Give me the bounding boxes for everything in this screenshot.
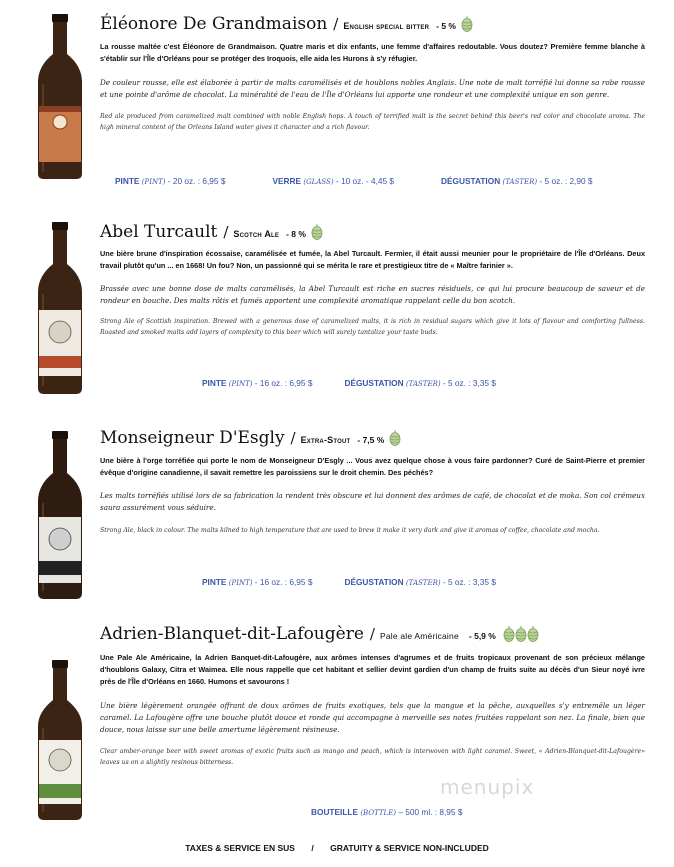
- beer-abv: - 5 %: [436, 21, 456, 31]
- price-item: DÉGUSTATION (TASTER) - 5 oz. : 3,35 $: [344, 577, 496, 587]
- beer-style: Pale ale Américaine: [379, 631, 459, 641]
- beer-abv: - 5,9 %: [468, 631, 496, 641]
- beer-name: Monseigneur D'Esgly: [100, 428, 285, 448]
- description-fr: Une Pale Ale Américaine, la Adrien Banquet-dit-Lafougère, aux arômes intenses d'agrumes et de fruits tropicaux provenant de son précieux mélange d'houblons Galaxy, Citra et Waimea. Elle nous rappelle que cet habitant et sellier devint gardien d'un champ de fruits suite au décès d'un Sieur noyé ivre près de l'Île d'Orléans en 1660. Humons et savourons !: [100, 653, 645, 686]
- hop-icon: [527, 626, 539, 642]
- description-fr: Une bière à l'orge torréfiée qui porte le nom de Monseigneur D'Esgly ... Vous avez quelque chose à vous faire pardonner? Curé de Saint-Pierre et premier évêque d'origine canadienne, il savait remettre les paroissiens sur le droit chemin. Des péchés?: [100, 456, 645, 477]
- description-en: Red ale produced from caramelized malt combined with noble English hops. A touch of terrified malt is the secret behind this beer's red color and chocolate aroma. The high mineral content of the Orleans Island water gives it character and a rich flavour.: [100, 113, 645, 131]
- beer-name: Éléonore De Grandmaison: [100, 14, 328, 34]
- beer-title-line: [100, 624, 645, 644]
- beer-style: English special bitter: [343, 21, 430, 31]
- price-row: [202, 378, 496, 388]
- description-fr: Une bière brune d'inspiration écossaise, caramélisée et fumée, la Abel Turcault. Fermier, il était aussi meunier pour le propriétaire de l'Île d'Orléans. Deux travail plutôt qu'un ... en 1668! Un fou? Non, un passionné qui se mérita le rare et prestigieux titre de « Maître farinier ».: [100, 249, 645, 270]
- beer-style: Scotch Ale: [233, 229, 280, 239]
- footer-fr: TAXES & SERVICE EN SUS: [185, 843, 295, 853]
- title-separator: /: [223, 223, 229, 241]
- price-row: [202, 577, 496, 587]
- bottle-image: [30, 431, 90, 599]
- price-item: PINTE (PINT) - 16 oz. : 6,95 $: [202, 577, 313, 587]
- beer-title-line: [100, 14, 645, 34]
- hop-icon: [461, 16, 473, 32]
- footer-separator: /: [311, 843, 314, 853]
- title-separator: /: [369, 625, 375, 643]
- beer-title-line: [100, 428, 645, 448]
- tasting-notes: De couleur rousse, elle est élaborée à partir de malts caramélisés et de houblons nobles Anglais. Une note de malt torréfié lui donne sa robe rousse et une pointe d'arôme de chocolat. La minéralité de l'eau de l'Île d'Orléans lui apporte une rondeur et une complexité unique en son genre.: [100, 78, 645, 99]
- footer-note: [0, 843, 674, 853]
- beer-name: Adrien-Blanquet-dit-Lafougère: [100, 624, 364, 644]
- hop-icons: [503, 626, 539, 642]
- hop-icons: [311, 224, 323, 240]
- beer-name: Abel Turcault: [100, 222, 218, 242]
- beer-abv: - 7,5 %: [357, 435, 385, 445]
- price-item: DÉGUSTATION (TASTER) - 5 oz. : 2,90 $: [441, 176, 593, 186]
- bottle-image: [30, 222, 90, 394]
- footer-en: GRATUITY & SERVICE NON-INCLUDED: [330, 843, 489, 853]
- hop-icons: [389, 430, 401, 446]
- bottle-image: [30, 660, 90, 820]
- price-row: [115, 176, 593, 186]
- tasting-notes: Les malts torréfiés utilisé lors de sa fabrication la rendent très obscure et lui donnent des arômes de café, de chocolat et de moka. Son col crémeux saura assurément vous séduire.: [100, 491, 645, 512]
- beer-abv: - 8 %: [286, 229, 306, 239]
- bottle-image: [30, 14, 90, 179]
- hop-icon: [311, 224, 323, 240]
- description-en: Strong Ale, black in colour. The malts kilned to high temperature that are used to brew it make it very dark and give it aromas of coffee, chocolate and mocha.: [100, 527, 600, 534]
- description-en: Clear amber-orange beer with sweet aromas of exotic fruits such as mango and peach, which is interwoven with light caramel. Sweet, « Adrien-Blanquet-dit-Lafougère» leaves us on a slightly resinous bitterness.: [100, 748, 645, 766]
- price-item: PINTE (PINT) - 16 oz. : 6,95 $: [202, 378, 313, 388]
- price-item: BOUTEILLE (BOTTLE) – 500 ml. : 8,95 $: [311, 807, 463, 817]
- price-item: VERRE (GLASS) - 10 oz. - 4,45 $: [272, 176, 395, 186]
- title-separator: /: [333, 15, 339, 33]
- price-row: [311, 807, 462, 817]
- watermark: menupix: [440, 775, 535, 799]
- beer-style: Extra-Stout: [300, 435, 351, 445]
- price-item: PINTE (PINT) - 20 oz. : 6,95 $: [115, 176, 226, 186]
- tasting-notes: Brassée avec une bonne dose de malts caramélisés, la Abel Turcault est riche en sucres résiduels, ce qui lui procure beaucoup de saveur et de rondeur en bouche. Des malts rôtis et fumés apportent une complexité aromatique rappelant celle du bon scotch.: [100, 284, 645, 305]
- price-item: DÉGUSTATION (TASTER) - 5 oz. : 3,35 $: [344, 378, 496, 388]
- hop-icons: [461, 16, 473, 32]
- description-fr: La rousse maltée c'est Éléonore de Grandmaison. Quatre maris et dix enfants, une femme d'affaires redoutable. Vous doutez? Première femme blanche à s'établir sur l'Île d'Orléans pour se protéger des Iroquois, elle aida les Hurons à s'y réfugier.: [100, 42, 645, 63]
- description-en: Strong Ale of Scottish inspiration. Brewed with a generous dose of caramelized malts, it is rich in residual sugars which give it lots of flavour and comforting fullness. Roasted and smoked malts add layers of complexity to this beer which will surely tantalize your taste buds.: [100, 318, 645, 336]
- hop-icon: [389, 430, 401, 446]
- hop-icon: [503, 626, 515, 642]
- tasting-notes: Une bière légèrement orangée offrant de doux arômes de fruits exotiques, tels que la mangue et la pêche, auxquelles s'y entremêle un léger caramel. La Lafougère offre une bouche plutôt douce et ronde qui accompagne à merveille ses notes fruitées rappelant son nez. La finale, bien que douce, nous laisse sur une belle amertume légèrement résineuse.: [100, 701, 645, 734]
- beer-title-line: [100, 222, 645, 242]
- hop-icon: [515, 626, 527, 642]
- title-separator: /: [290, 429, 296, 447]
